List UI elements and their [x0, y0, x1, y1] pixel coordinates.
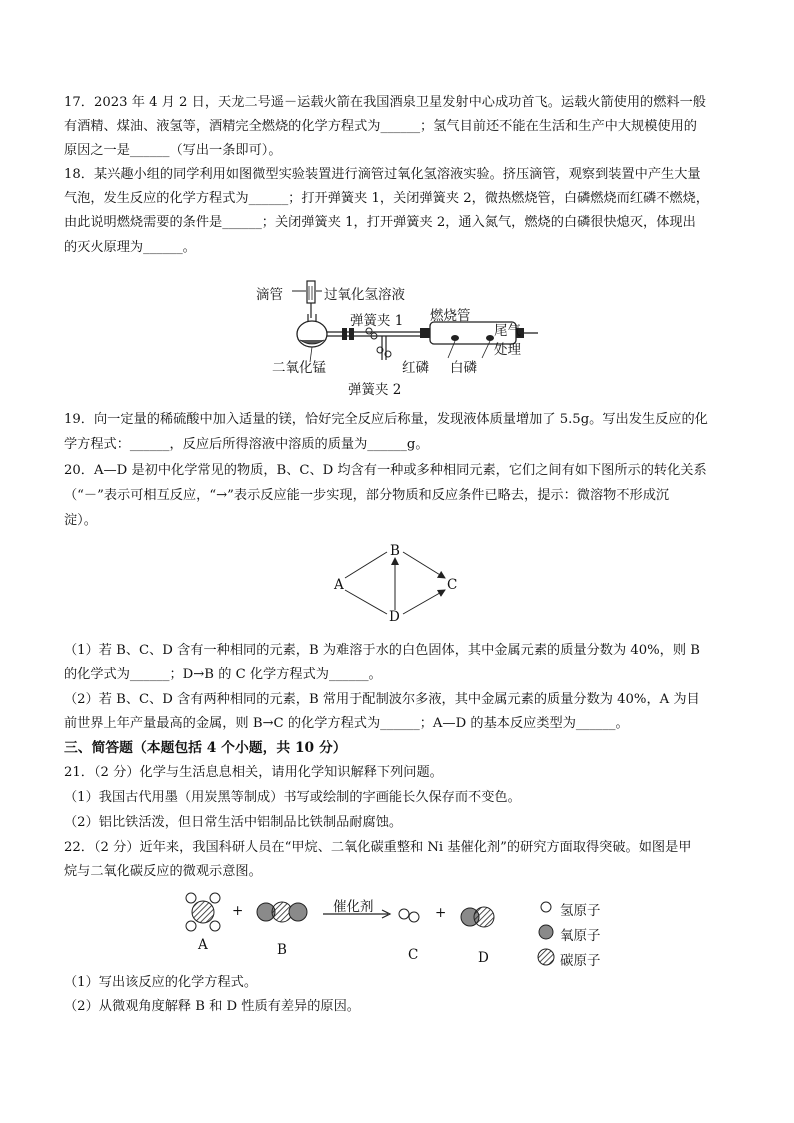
q17-line-3: 原因之一是______（写出一条即可）。 — [64, 143, 282, 158]
q17-line-2: 有酒精、煤油、液氢等，酒精完全燃烧的化学方程式为______；氢气目前还不能在生活和生产中大规模使用的 — [64, 119, 697, 134]
label-molecule-c: C — [408, 947, 419, 963]
plus-sign-1: + — [232, 903, 244, 919]
label-red-phosphorus: 红磷 — [402, 360, 429, 376]
label-molecule-d: D — [478, 950, 489, 966]
q20-line-1: 20．A—D 是初中化学常见的物质，B、C、D 均含有一种或多种相同元素，它们之间有如下图所示的转化关系 — [64, 463, 707, 478]
label-combustion-tube: 燃烧管 — [430, 308, 471, 324]
node-a: A — [334, 577, 344, 593]
label-clip1: 弹簧夹 1 — [350, 313, 404, 329]
label-tail2: 处理 — [494, 342, 521, 358]
q20-part2-line-1: （2）若 B、C、D 含有两种相同的元素，B 常用于配制波尔多液，其中金属元素的质量分数为 40%，A 为目 — [64, 692, 700, 707]
label-dropper: 滴管 — [256, 287, 283, 303]
label-molecule-a: A — [198, 937, 208, 953]
q21-line-1: 21．（2 分）化学与生活息息相关，请用化学知识解释下列问题。 — [64, 765, 443, 780]
q21-part-2: （2）铝比铁活泼，但日常生活中铝制品比铁制品耐腐蚀。 — [64, 815, 403, 830]
q20-part1-line-2: 的化学式为______；D→B 的 C 化学方程式为______。 — [64, 667, 382, 682]
q18-line-1: 18．某兴趣小组的同学利用如图微型实验装置进行滴管过氧化氢溶液实验。挤压滴管，观察到装置中产生大量 — [64, 167, 701, 182]
legend-oxygen: 氧原子 — [560, 928, 601, 944]
q18-line-2: 气泡，发生反应的化学方程式为______；打开弹簧夹 1，关闭弹簧夹 2，微热燃烧管，白磷燃烧而红磷不燃烧， — [64, 191, 709, 206]
node-b: B — [390, 543, 400, 559]
node-d: D — [389, 609, 400, 625]
q22-part-2: （2）从微观角度解释 B 和 D 性质有差异的原因。 — [64, 999, 360, 1014]
legend-hydrogen: 氢原子 — [560, 903, 601, 919]
section-3-heading: 三、简答题（本题包括 4 个小题，共 10 分） — [64, 740, 347, 756]
label-tail: 尾气 — [494, 323, 521, 339]
node-c: C — [447, 577, 458, 593]
q20-line-3: 淀）。 — [64, 513, 97, 528]
q19-line-2: 学方程式：______，反应后所得溶液中溶质的质量为______g。 — [64, 437, 429, 452]
legend-carbon: 碳原子 — [560, 953, 601, 969]
q20-line-2: （“－”表示可相互反应，“→”表示反应能一步实现，部分物质和反应条件已略去，提示：微溶物不形成沉 — [64, 488, 670, 503]
q20-part1-line-1: （1）若 B、C、D 含有一种相同的元素，B 为难溶于水的白色固体，其中金属元素的质量分数为 40%，则 B — [64, 643, 700, 658]
q21-part-1: （1）我国古代用墨（用炭黑等制成）书写或绘制的字画能长久保存而不变色。 — [64, 790, 521, 805]
plus-sign-2: + — [435, 905, 447, 921]
q18-line-3: 由此说明燃烧需要的条件是______；关闭弹簧夹 1，打开弹簧夹 2，通入氮气，燃烧的白磷很快熄灭，体现出 — [64, 215, 696, 230]
q22-line-2: 烷与二氧化碳反应的微观示意图。 — [64, 864, 262, 879]
label-white-phosphorus: 白磷 — [450, 360, 477, 376]
q22-line-1: 22．（2 分）近年来，我国科研人员在“甲烷、二氧化碳重整和 Ni 基催化剂”的研究方面取得突破。如图是甲 — [64, 840, 692, 855]
label-catalyst: 催化剂 — [333, 899, 374, 915]
q22-part-1: （1）写出该反应的化学方程式。 — [64, 975, 258, 990]
label-mno2: 二氧化锰 — [272, 360, 326, 376]
q20-part2-line-2: 前世界上年产量最高的金属，则 B→C 的化学方程式为______；A—D 的基本反应类型为______。 — [64, 716, 629, 731]
label-clip2: 弹簧夹 2 — [348, 382, 402, 398]
q18-line-4: 的灭火原理为______。 — [64, 240, 196, 255]
q17-line-1: 17．2023 年 4 月 2 日，天龙二号遥－运载火箭在我国酒泉卫星发射中心成功首飞。运载火箭使用的燃料一般 — [64, 95, 706, 110]
q19-line-1: 19．向一定量的稀硫酸中加入适量的镁，恰好完全反应后称量，发现液体质量增加了 5.5g。写出发生反应的化 — [64, 412, 708, 427]
label-h2o2: 过氧化氢溶液 — [324, 287, 405, 303]
label-molecule-b: B — [277, 942, 287, 958]
